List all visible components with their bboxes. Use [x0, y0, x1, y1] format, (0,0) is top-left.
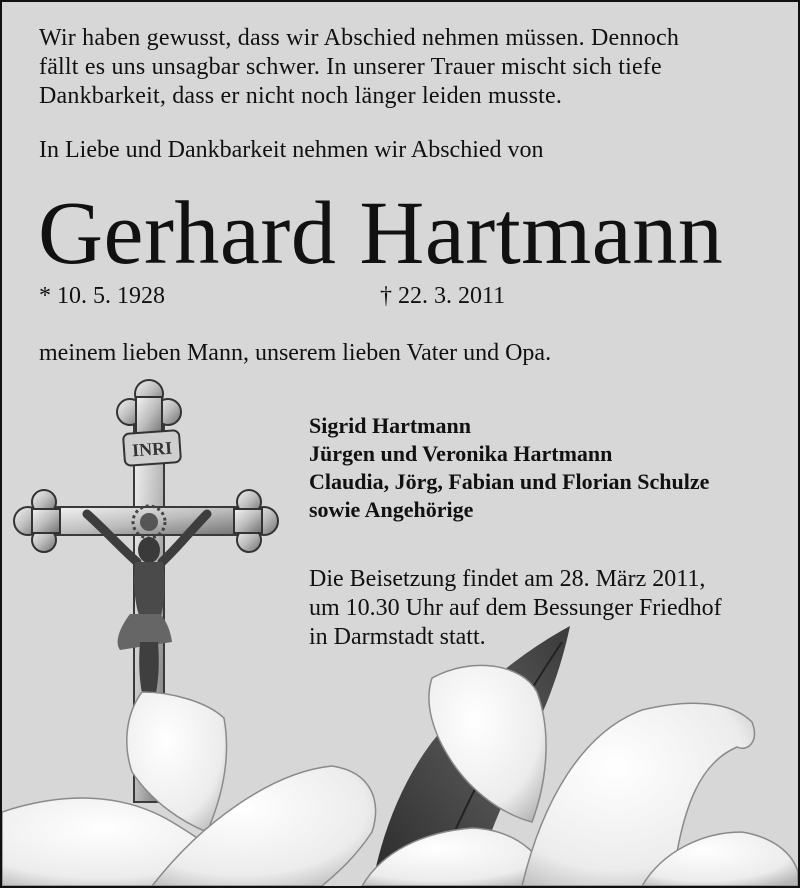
- lily-flowers: [2, 665, 798, 886]
- mourner-item: Jürgen und Veronika Hartmann: [309, 441, 613, 466]
- relation-text: meinem lieben Mann, unserem lieben Vater und Opa.: [39, 340, 552, 366]
- inri-plaque: INRI: [131, 437, 173, 461]
- intro-text: [39, 24, 765, 111]
- mourners-list: [309, 412, 709, 524]
- burial-line: in Darmstadt statt.: [309, 624, 486, 650]
- deceased-name: Gerhard Hartmann: [38, 184, 724, 283]
- mourner-item: Claudia, Jörg, Fabian und Florian Schulze: [309, 469, 710, 494]
- burial-info: [309, 565, 769, 652]
- mourner-item: Sigrid Hartmann: [309, 413, 471, 438]
- lead-text: In Liebe und Dankbarkeit nehmen wir Abschied von: [39, 137, 544, 163]
- intro-line: Wir haben gewusst, dass wir Abschied nehmen müssen. Dennoch: [39, 25, 680, 51]
- intro-line: fällt es uns unsagbar schwer. In unserer Trauer mischt sich tiefe: [39, 54, 662, 80]
- burial-line: um 10.30 Uhr auf dem Bessunger Friedhof: [309, 595, 722, 621]
- mourner-item: sowie Angehörige: [309, 497, 474, 522]
- birth-date: * 10. 5. 1928: [39, 283, 165, 309]
- death-date: † 22. 3. 2011: [380, 283, 506, 309]
- burial-line: Die Beisetzung findet am 28. März 2011,: [309, 566, 706, 592]
- intro-line: Dankbarkeit, dass er nicht noch länger leiden musste.: [39, 83, 563, 109]
